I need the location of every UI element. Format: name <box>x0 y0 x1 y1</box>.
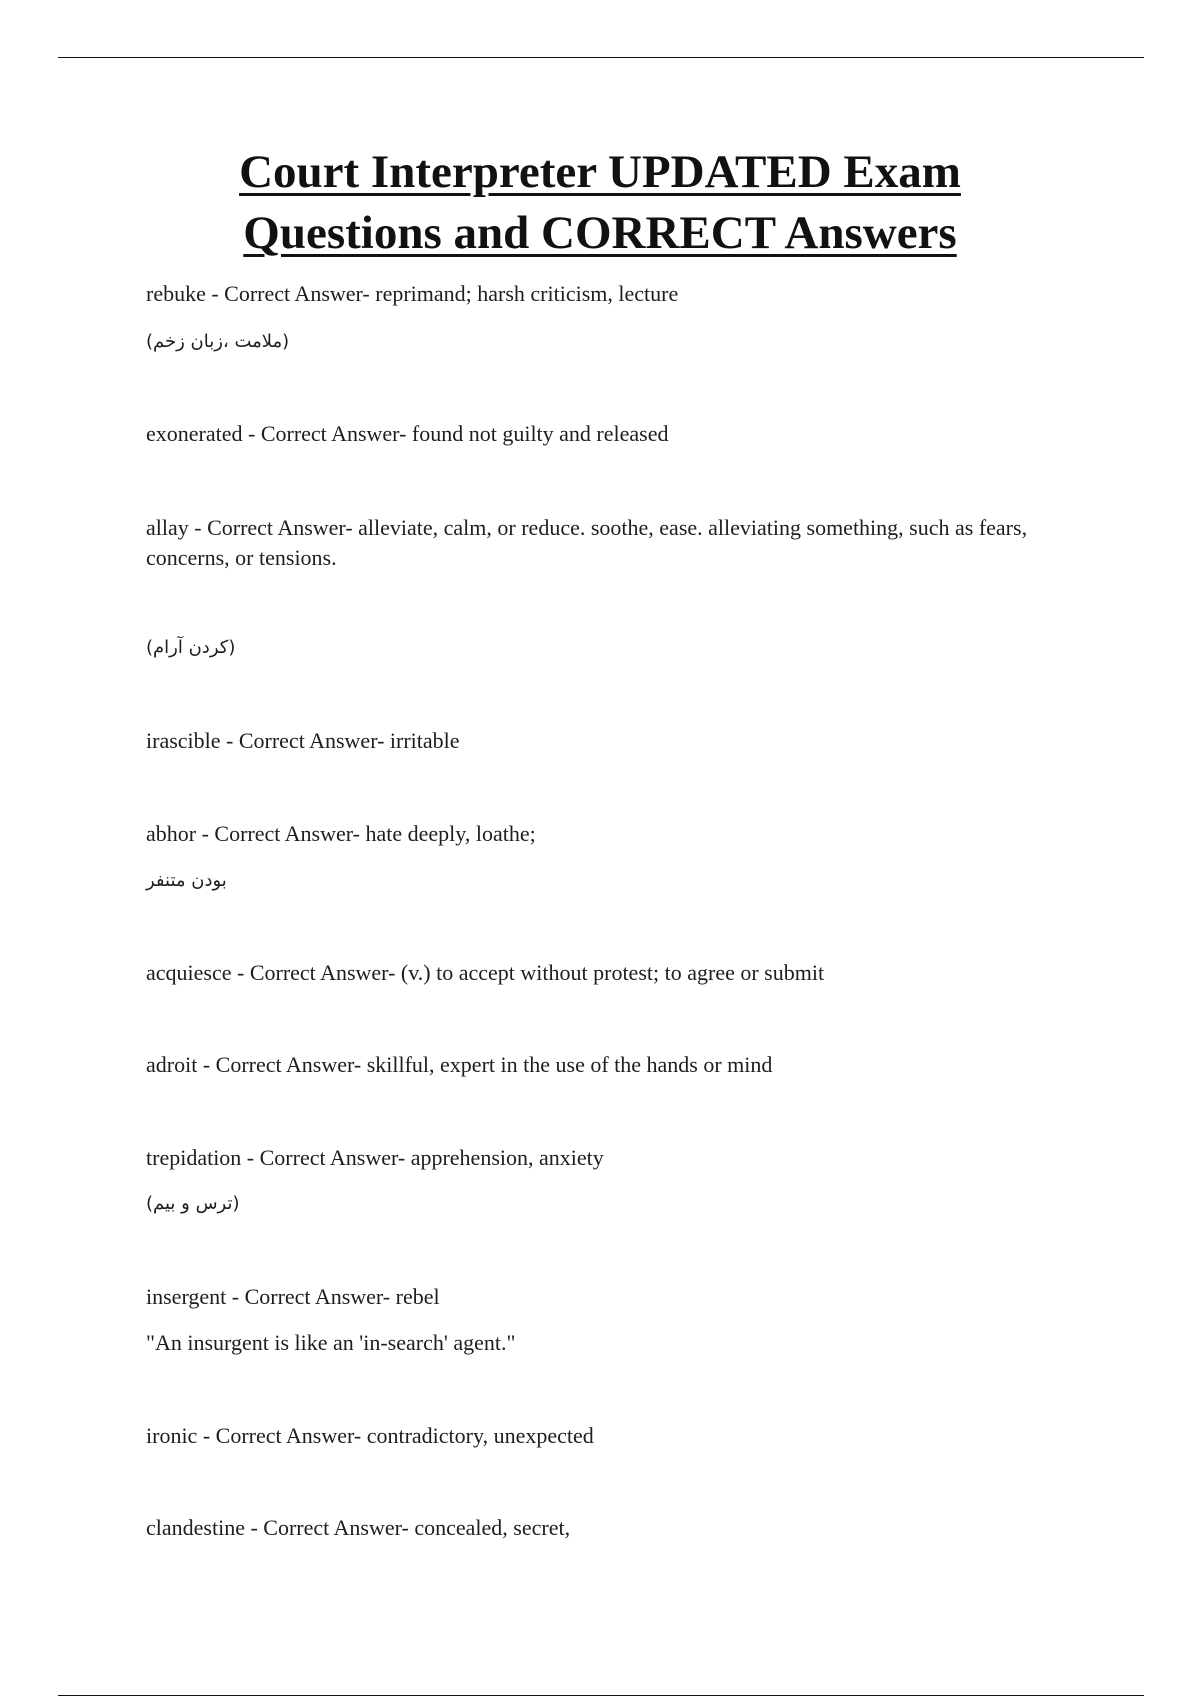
entry-clandestine: clandestine - Correct Answer- concealed, secret, <box>146 1515 571 1540</box>
footer-rule <box>58 1695 1144 1696</box>
entry-allay: allay - Correct Answer- alleviate, calm, or reduce. soothe, ease. alleviating something, such as fears, concerns, or tensions. <box>146 515 1028 570</box>
entry-abhor: abhor - Correct Answer- hate deeply, loathe; <box>146 821 536 846</box>
header-rule <box>58 57 1144 58</box>
title-line-1: Court Interpreter UPDATED Exam <box>239 146 961 198</box>
entry-exonerated: exonerated - Correct Answer- found not guilty and released <box>146 421 669 446</box>
entry-abhor-translation: بودن متنفر <box>146 870 227 891</box>
entry-trepidation: trepidation - Correct Answer- apprehension, anxiety <box>146 1145 604 1170</box>
entry-insergent-mnemonic: "An insurgent is like an 'in-search' agent." <box>146 1330 516 1355</box>
entry-ironic: ironic - Correct Answer- contradictory, unexpected <box>146 1423 594 1448</box>
entry-adroit: adroit - Correct Answer- skillful, expert in the use of the hands or mind <box>146 1052 773 1077</box>
entry-rebuke: rebuke - Correct Answer- reprimand; harsh criticism, lecture <box>146 281 679 306</box>
entry-allay-translation: (کردن آرام) <box>146 637 236 658</box>
entry-trepidation-translation: (ترس و بیم) <box>146 1193 240 1214</box>
document-title <box>0 142 1200 264</box>
entry-insergent: insergent - Correct Answer- rebel <box>146 1284 440 1309</box>
entry-rebuke-translation: (ملامت ،زبان زخم) <box>146 331 290 352</box>
title-line-2: Questions and CORRECT Answers <box>243 207 957 259</box>
entry-irascible: irascible - Correct Answer- irritable <box>146 728 460 753</box>
entry-acquiesce: acquiesce - Correct Answer- (v.) to accept without protest; to agree or submit <box>146 960 825 985</box>
